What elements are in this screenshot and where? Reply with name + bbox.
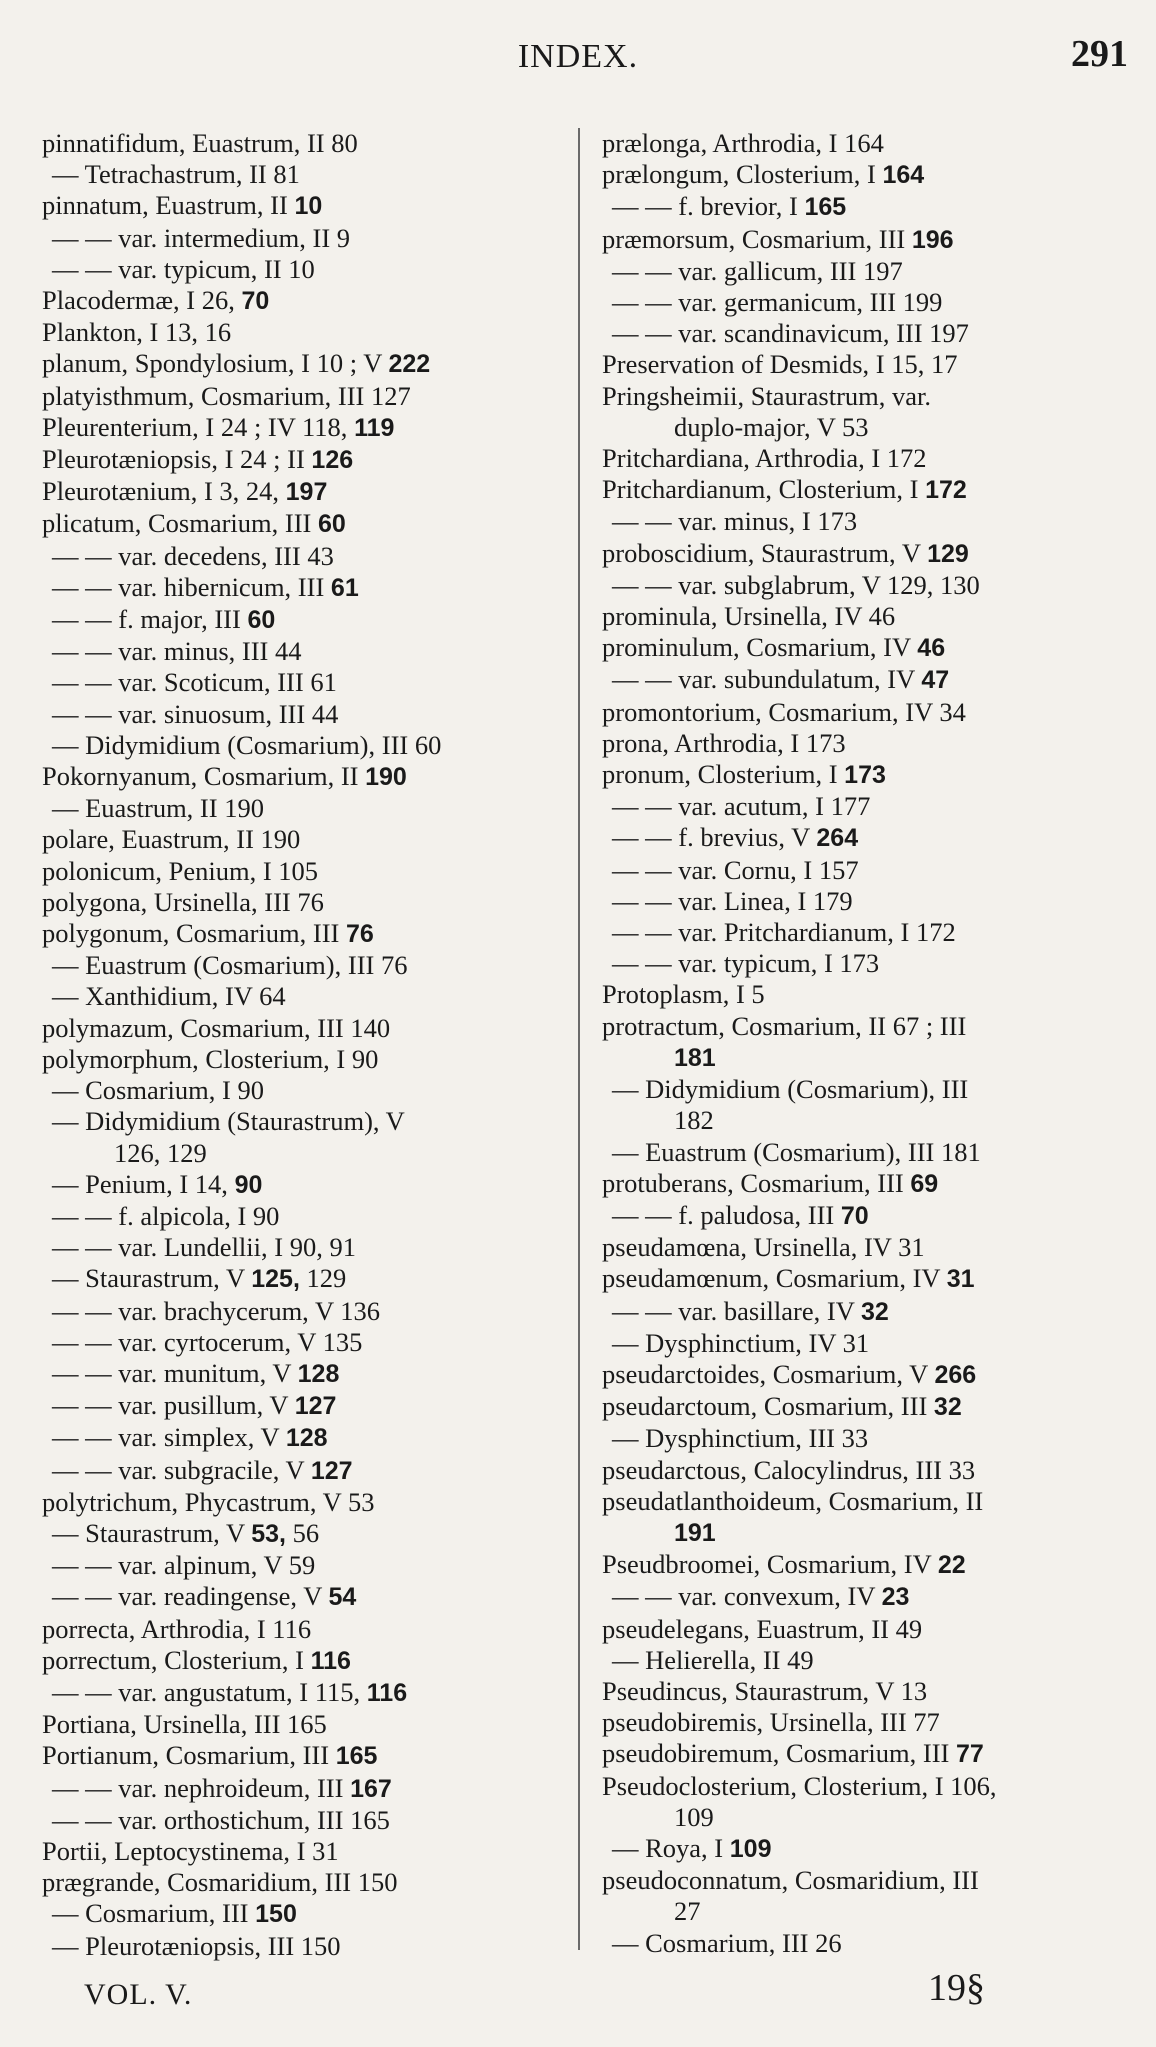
- index-entry-bold-page: 32: [861, 1297, 889, 1326]
- index-entry-bold-page: 126: [311, 446, 354, 475]
- index-entry-text: pseudobiremum, Cosmarium, III: [602, 1738, 957, 1769]
- index-entry: [42, 1358, 562, 1390]
- index-entry-bold-page: 47: [921, 666, 950, 695]
- index-entry: [42, 1931, 562, 1962]
- index-entry-text: polygona, Ursinella, III 76: [42, 886, 324, 917]
- index-entry-text: Placodermæ, I 26,: [42, 285, 242, 316]
- index-entry: [42, 667, 562, 698]
- index-entry: [42, 381, 562, 412]
- index-entry-bold-page: 60: [318, 510, 346, 539]
- index-entry-bold-page: 22: [937, 1551, 966, 1580]
- index-entry: [42, 856, 562, 887]
- index-entry-text: — — var. germanicum, III 199: [612, 287, 943, 318]
- index-entry-text: planum, Spondylosium, I 10 ; V: [42, 348, 389, 379]
- index-entry: [42, 223, 562, 254]
- index-entry: [602, 1074, 1122, 1105]
- index-entry: [42, 730, 562, 761]
- index-entry: [42, 1677, 562, 1709]
- index-entry: [602, 1896, 1122, 1927]
- index-entry: [602, 1771, 1122, 1802]
- index-entry: [42, 1709, 562, 1740]
- index-entry: [42, 950, 562, 981]
- index-entry-text: — — var. sinuosum, III 44: [52, 698, 339, 729]
- index-entry: [42, 1550, 562, 1581]
- index-entry: [42, 604, 562, 636]
- index-entry-text: — — f. major, III: [52, 604, 248, 635]
- index-entry-bold-page: 125,: [251, 1265, 300, 1294]
- index-entry: [42, 699, 562, 730]
- index-entry-text: Pokornyanum, Cosmarium, II: [42, 761, 366, 792]
- index-entry: [602, 1865, 1122, 1896]
- index-entry: [602, 128, 1122, 159]
- index-entry-text: Pseudincus, Staurastrum, V 13: [602, 1675, 928, 1706]
- index-entry-bold-page: 116: [310, 1646, 351, 1675]
- signature-mark: 19§: [928, 1967, 985, 2009]
- index-entry-text: Pleurotæniopsis, I 24 ; II: [42, 444, 312, 475]
- index-entry: [42, 1422, 562, 1454]
- index-entry-text: pseudobiremis, Ursinella, III 77: [602, 1707, 940, 1738]
- index-entry: [602, 1042, 1122, 1074]
- index-entry-text: 182: [674, 1105, 714, 1136]
- index-entry: [602, 1455, 1122, 1486]
- index-entry-text: Pritchardiana, Arthrodia, I 172: [602, 443, 927, 474]
- index-entry-text: — — var. nephroideum, III: [52, 1772, 351, 1803]
- index-entry-text: — — var. scandinavicum, III 197: [612, 318, 969, 349]
- index-entry-bold-page: 23: [881, 1583, 910, 1612]
- index-entry-text: pseudamœnum, Cosmarium, IV: [602, 1263, 947, 1294]
- index-entry: [42, 128, 562, 159]
- index-entry-bold-page: 60: [247, 606, 276, 635]
- index-entry-bold-page: 116: [366, 1678, 408, 1707]
- index-entry-text: porrectum, Closterium, I: [42, 1644, 311, 1675]
- index-entry: [602, 1200, 1122, 1232]
- index-entry: [42, 887, 562, 918]
- index-entry-text: — — var. Scoticum, III 61: [52, 667, 337, 698]
- index-entry: [42, 1581, 562, 1613]
- index-entry: [602, 1676, 1122, 1707]
- index-entry-bold-page: 53,: [251, 1519, 287, 1548]
- index-entry-text: — — var. subgracile, V: [52, 1454, 311, 1485]
- index-entry-bold-page: 264: [816, 824, 859, 853]
- index-entry-text: — — var. minus, I 173: [612, 506, 858, 537]
- index-entry: [42, 412, 562, 444]
- index-entry-bold-page: 172: [925, 476, 967, 505]
- index-entry: [602, 979, 1122, 1010]
- index-entry: [602, 412, 1122, 443]
- index-entry-text: pinnatifidum, Euastrum, II 80: [42, 128, 358, 158]
- index-entry: [42, 572, 562, 604]
- index-entry-text: — — var. decedens, III 43: [52, 540, 334, 571]
- index-entry: [602, 697, 1122, 728]
- index-entry-text: 126, 129: [114, 1137, 207, 1168]
- index-entry-text: — — f. brevius, V: [612, 822, 817, 853]
- index-entry-text: Plankton, I 13, 16: [42, 317, 232, 348]
- index-entry-bold-page: 128: [285, 1424, 328, 1453]
- index-entry-bold-page: 167: [350, 1774, 392, 1803]
- index-entry-text: Portii, Leptocystinema, I 31: [42, 1835, 339, 1866]
- index-entry-text: proboscidium, Staurastrum, V: [602, 537, 928, 568]
- index-entry-text: Pseudbroomei, Cosmarium, IV: [602, 1549, 938, 1580]
- index-entry-text: — — var. munitum, V: [52, 1357, 298, 1388]
- index-entry: [602, 822, 1122, 854]
- index-entry-bold-page: 127: [310, 1456, 353, 1485]
- index-entry-text: — Euastrum (Cosmarium), III 181: [612, 1136, 981, 1167]
- index-entry-bold-page: 54: [328, 1583, 357, 1612]
- index-entry-text: pseudatlanthoideum, Cosmarium, II: [602, 1485, 984, 1516]
- volume-label: VOL. V.: [84, 1978, 193, 2011]
- index-entry: [602, 1423, 1122, 1454]
- index-entry-text: — Roya, I: [612, 1832, 730, 1863]
- index-entry-bold-page: 150: [255, 1900, 297, 1929]
- index-entry-bold-page: 31: [946, 1265, 975, 1294]
- index-entry-text: plicatum, Cosmarium, III: [42, 508, 318, 539]
- index-entry: [602, 1328, 1122, 1359]
- index-entry: [42, 1106, 562, 1137]
- index-entry-text: — — var. Pritchardianum, I 172: [612, 917, 956, 948]
- index-entry-bold-page: 109: [729, 1834, 772, 1863]
- index-entry: [42, 918, 562, 950]
- index-entry: [602, 759, 1122, 791]
- index-entry-text: prælongum, Closterium, I: [602, 159, 883, 190]
- index-entry-text: prælonga, Arthrodia, I 164: [602, 128, 884, 158]
- index-entry-text: 109: [674, 1801, 714, 1832]
- index-entry: [42, 1773, 562, 1805]
- index-entry-text: — — var. subundulatum, IV: [612, 664, 922, 695]
- index-entry: [602, 224, 1122, 256]
- index-entry: [42, 1327, 562, 1358]
- index-entry-text: prona, Arthrodia, I 173: [602, 727, 846, 758]
- index-entry: [602, 381, 1122, 412]
- index-entry-text: Protoplasm, I 5: [602, 979, 765, 1010]
- index-entry-bold-page: 266: [934, 1360, 977, 1389]
- index-entry-text: polymorphum, Closterium, I 90: [42, 1043, 379, 1074]
- index-entry: [42, 981, 562, 1012]
- index-entry: [602, 1359, 1122, 1391]
- index-entry-text: pinnatum, Euastrum, II: [42, 190, 295, 221]
- index-entry: [602, 1549, 1122, 1581]
- index-entry: [42, 1867, 562, 1898]
- index-entry: [602, 1011, 1122, 1042]
- index-entry-text: pseudelegans, Euastrum, II 49: [602, 1613, 923, 1644]
- index-entry: [602, 664, 1122, 696]
- index-entry-text: — — var. Lundellii, I 90, 91: [52, 1232, 356, 1263]
- index-entry-bold-page: 46: [917, 634, 946, 663]
- index-entry: [42, 1645, 562, 1677]
- index-entry-text: polytrichum, Phycastrum, V 53: [42, 1486, 375, 1517]
- index-entry-text: Pringsheimii, Staurastrum, var.: [602, 380, 932, 411]
- index-entry: [42, 476, 562, 508]
- index-entry: [602, 1296, 1122, 1328]
- index-entry: [42, 1138, 562, 1169]
- index-entry: [602, 948, 1122, 979]
- index-entry-bold-page: 10: [294, 192, 323, 221]
- index-entry: [602, 443, 1122, 474]
- index-entry-text: Pleurenterium, I 24 ; IV 118,: [42, 411, 355, 442]
- index-entry: [42, 1487, 562, 1518]
- index-entry-text: — — var. orthostichum, III 165: [52, 1804, 390, 1835]
- index-entry-bold-page: 165: [804, 193, 847, 222]
- index-entry-text: — Penium, I 14,: [52, 1168, 235, 1199]
- index-entry: [602, 538, 1122, 570]
- index-entry: [42, 541, 562, 572]
- index-entry-text: polygonum, Cosmarium, III: [42, 918, 346, 949]
- index-entry-bold-page: 70: [241, 287, 270, 316]
- index-entry-text: protractum, Cosmarium, II 67 ; III: [602, 1010, 967, 1041]
- index-column-left: [42, 128, 562, 1962]
- index-entry-bold-page: 222: [388, 350, 431, 379]
- index-entry: [602, 886, 1122, 917]
- index-entry-text: pronum, Closterium, I: [602, 759, 845, 790]
- index-entry-bold-page: 173: [844, 761, 886, 790]
- index-entry: [602, 1168, 1122, 1200]
- index-entry: [602, 1232, 1122, 1263]
- index-entry-text: promontorium, Cosmarium, IV 34: [602, 696, 966, 727]
- index-entry-text: — — var. simplex, V: [52, 1422, 286, 1453]
- index-entry: [602, 855, 1122, 886]
- index-entry-bold-page: 69: [910, 1169, 939, 1198]
- index-entry: [602, 474, 1122, 506]
- index-entry-text: — — var. subglabrum, V 129, 130: [612, 569, 980, 600]
- index-entry: [42, 159, 562, 190]
- index-entry-text: præmorsum, Cosmarium, III: [602, 223, 912, 254]
- index-entry: [42, 793, 562, 824]
- index-entry-bold-page: 181: [674, 1043, 716, 1072]
- index-entry: [602, 632, 1122, 664]
- index-entry-text: — Euastrum, II 190: [52, 793, 264, 824]
- index-entry-text: Pleurotænium, I 3, 24,: [42, 476, 286, 507]
- index-entry-text: — — var. basillare, IV: [612, 1295, 861, 1326]
- index-entry: [42, 1390, 562, 1422]
- index-entry-text: — — var. angustatum, I 115,: [52, 1676, 367, 1707]
- index-entry-text: pseudoconnatum, Cosmaridium, III: [602, 1865, 979, 1896]
- index-entry-text: pseudarctous, Calocylindrus, III 33: [602, 1454, 976, 1485]
- index-entry-text: — — var. intermedium, II 9: [52, 222, 351, 253]
- index-entry-bold-page: 76: [346, 920, 374, 949]
- index-entry-page: 129: [299, 1263, 347, 1294]
- index-entry-text: polare, Euastrum, II 190: [42, 824, 301, 855]
- index-entry-bold-page: 191: [674, 1518, 716, 1547]
- index-entry: [42, 1518, 562, 1550]
- index-entry: [42, 285, 562, 317]
- index-entry: [42, 190, 562, 222]
- index-entry: [602, 1137, 1122, 1168]
- index-entry-bold-page: 165: [335, 1742, 378, 1771]
- index-entry-text: — — var. Cornu, I 157: [612, 854, 859, 885]
- index-entry-text: — — var. cyrtocerum, V 135: [52, 1326, 363, 1357]
- index-entry-text: — Didymidium (Staurastrum), V: [52, 1106, 405, 1137]
- index-entry-text: prægrande, Cosmaridium, III 150: [42, 1867, 398, 1898]
- index-entry-text: — — var. readingense, V: [52, 1581, 329, 1612]
- index-entry: [42, 1044, 562, 1075]
- index-entry-text: — Xanthidium, IV 64: [52, 981, 286, 1012]
- index-entry: [602, 1581, 1122, 1613]
- index-entry-text: 27: [674, 1896, 701, 1927]
- index-entry: [42, 1075, 562, 1106]
- index-entry-text: — — var. acutum, I 177: [612, 791, 871, 822]
- index-entry: [42, 1805, 562, 1836]
- index-entry: [42, 1232, 562, 1263]
- index-entry: [602, 791, 1122, 822]
- index-entry-text: prominula, Ursinella, IV 46: [602, 601, 896, 632]
- index-entry: [42, 1898, 562, 1930]
- index-entry-bold-page: 164: [882, 161, 925, 190]
- index-entry-text: — — var. pusillum, V: [52, 1390, 295, 1421]
- index-entry: [42, 444, 562, 476]
- index-entry-text: — — f. brevior, I: [612, 191, 805, 222]
- index-entry: [602, 1263, 1122, 1295]
- index-entry-text: — Dysphinctium, IV 31: [612, 1327, 870, 1358]
- index-entry-text: prominulum, Cosmarium, IV: [602, 632, 918, 663]
- index-entry-text: — Dysphinctium, III 33: [612, 1423, 869, 1454]
- index-entry-text: — — var. convexum, IV: [612, 1581, 882, 1612]
- index-entry-bold-page: 90: [234, 1170, 263, 1199]
- index-entry-text: — — f. paludosa, III: [612, 1199, 841, 1230]
- column-divider: [578, 128, 580, 1950]
- index-entry: [602, 1105, 1122, 1136]
- index-entry: [42, 1614, 562, 1645]
- index-entry-bold-page: 119: [354, 413, 395, 442]
- index-entry-text: duplo-major, V 53: [674, 411, 869, 442]
- index-entry-text: — Staurastrum, V: [52, 1263, 252, 1294]
- index-entry-text: platyisthmum, Cosmarium, III 127: [42, 380, 411, 411]
- index-entry-text: — Pleurotæniopsis, III 150: [52, 1930, 341, 1961]
- index-entry: [602, 191, 1122, 223]
- index-entry-text: — — var. brachycerum, V 136: [52, 1295, 380, 1326]
- index-entry: [602, 287, 1122, 318]
- index-entry-text: — Staurastrum, V: [52, 1517, 252, 1548]
- index-entry-text: — — var. minus, III 44: [52, 636, 302, 667]
- index-entry-bold-page: 190: [365, 763, 407, 792]
- index-entry: [602, 601, 1122, 632]
- index-entry-text: Preservation of Desmids, I 15, 17: [602, 349, 958, 380]
- index-entry: [602, 1486, 1122, 1517]
- index-entry-text: — — var. hibernicum, III: [52, 571, 331, 602]
- index-entry-text: — — f. alpicola, I 90: [52, 1200, 280, 1231]
- index-entry: [42, 1836, 562, 1867]
- index-entry-text: polymazum, Cosmarium, III 140: [42, 1012, 391, 1043]
- index-entry-text: — — var. alpinum, V 59: [52, 1550, 316, 1581]
- index-entry-text: Pritchardianum, Closterium, I: [602, 474, 926, 505]
- index-entry: [42, 317, 562, 348]
- index-entry-text: — Tetrachastrum, II 81: [52, 159, 300, 190]
- index-entry: [602, 1517, 1122, 1549]
- index-entry-text: — Didymidium (Cosmarium), III 60: [52, 729, 442, 760]
- index-entry: [42, 1296, 562, 1327]
- index-entry: [602, 1833, 1122, 1865]
- index-entry-bold-page: 128: [297, 1359, 340, 1388]
- index-entry: [42, 508, 562, 540]
- index-entry-bold-page: 32: [933, 1393, 962, 1422]
- index-entry: [42, 761, 562, 793]
- index-entry-bold-page: 129: [927, 539, 969, 568]
- index-entry: [42, 1263, 562, 1295]
- index-entry: [42, 1169, 562, 1201]
- index-entry-text: pseudamœna, Ursinella, IV 31: [602, 1232, 925, 1263]
- index-entry: [602, 1707, 1122, 1738]
- index-entry: [42, 1740, 562, 1772]
- index-entry-bold-page: 127: [294, 1392, 337, 1421]
- index-entry-bold-page: 61: [330, 573, 359, 602]
- index-entry-text: — — var. gallicum, III 197: [612, 255, 903, 286]
- running-header-title: INDEX.: [517, 38, 639, 75]
- index-entry: [42, 824, 562, 855]
- index-entry: [602, 570, 1122, 601]
- index-entry: [42, 1455, 562, 1487]
- index-entry-text: — Cosmarium, III 26: [612, 1927, 842, 1958]
- index-entry-bold-page: 197: [285, 478, 328, 507]
- index-entry: [602, 318, 1122, 349]
- index-entry: [602, 728, 1122, 759]
- index-entry-text: — Helierella, II 49: [612, 1644, 814, 1675]
- index-entry-text: Portiana, Ursinella, III 165: [42, 1709, 327, 1740]
- index-entry: [602, 1614, 1122, 1645]
- index-entry: [42, 348, 562, 380]
- index-entry-page: 56: [286, 1517, 320, 1548]
- index-entry-text: — Cosmarium, I 90: [52, 1075, 264, 1106]
- index-entry-bold-page: 77: [956, 1740, 984, 1769]
- index-entry: [42, 254, 562, 285]
- index-entry-text: — Cosmarium, III: [52, 1898, 256, 1929]
- index-entry: [602, 1928, 1122, 1959]
- index-entry: [42, 1013, 562, 1044]
- index-entry: [42, 1201, 562, 1232]
- index-entry-text: — — var. Linea, I 179: [612, 885, 853, 916]
- index-entry-text: Portianum, Cosmarium, III: [42, 1740, 336, 1771]
- index-entry-text: protuberans, Cosmarium, III: [602, 1167, 911, 1198]
- index-entry: [602, 349, 1122, 380]
- index-entry-bold-page: 70: [840, 1201, 869, 1230]
- index-entry: [602, 159, 1122, 191]
- index-entry: [602, 1738, 1122, 1770]
- page-number: 291: [1071, 33, 1128, 75]
- index-entry-text: polonicum, Penium, I 105: [42, 855, 319, 886]
- index-entry-bold-page: 196: [911, 225, 954, 254]
- index-entry-text: pseudarctoum, Cosmarium, III: [602, 1391, 934, 1422]
- index-entry-text: porrecta, Arthrodia, I 116: [42, 1613, 312, 1644]
- index-entry-text: — Didymidium (Cosmarium), III: [612, 1074, 969, 1105]
- index-entry-text: — — var. typicum, I 173: [612, 948, 880, 979]
- index-entry-text: — — var. typicum, II 10: [52, 253, 315, 284]
- index-entry: [602, 256, 1122, 287]
- index-entry-text: — Euastrum (Cosmarium), III 76: [52, 950, 408, 981]
- index-entry-text: Pseudoclosterium, Closterium, I 106,: [602, 1770, 997, 1801]
- index-entry: [602, 1802, 1122, 1833]
- index-entry-text: pseudarctoides, Cosmarium, V: [602, 1358, 935, 1389]
- index-entry: [602, 1391, 1122, 1423]
- index-entry: [602, 506, 1122, 537]
- index-entry: [602, 1645, 1122, 1676]
- index-entry: [42, 636, 562, 667]
- index-column-right: [602, 128, 1122, 1959]
- index-entry: [602, 917, 1122, 948]
